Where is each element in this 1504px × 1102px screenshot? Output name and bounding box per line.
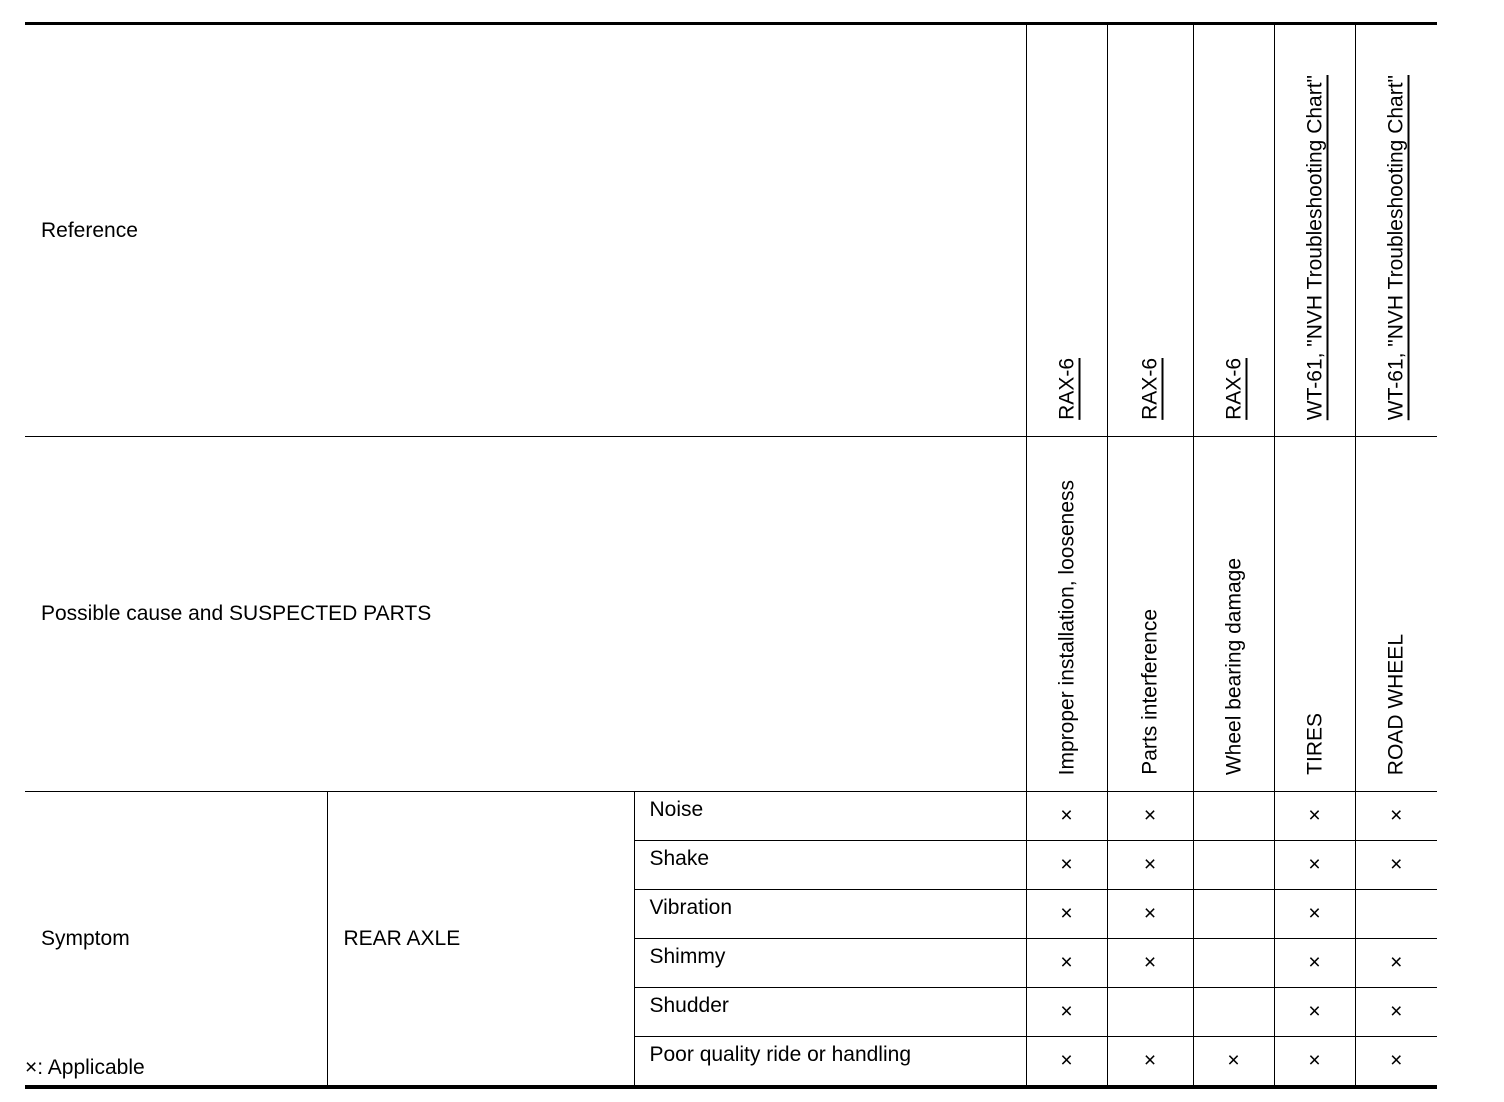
symptom-name: Shake — [634, 841, 1026, 890]
rear-axle-label: REAR AXLE — [327, 792, 634, 1088]
applicable-mark: × — [1355, 1037, 1437, 1088]
symptom-row — [25, 792, 1437, 841]
applicable-mark: × — [1026, 792, 1107, 841]
cause-cell-5 — [1355, 437, 1437, 792]
reference-link-wt61-tires[interactable]: WT-61, "NVH Troubleshooting Chart" — [1303, 74, 1326, 420]
applicable-mark: × — [1107, 890, 1193, 939]
applicable-mark: × — [1026, 890, 1107, 939]
applicable-mark: × — [1026, 841, 1107, 890]
reference-row — [25, 24, 1437, 437]
symptom-name: Noise — [634, 792, 1026, 841]
applicable-mark — [1193, 841, 1274, 890]
applicable-mark: × — [1274, 792, 1355, 841]
applicable-mark: × — [1355, 988, 1437, 1037]
applicable-mark: × — [1107, 841, 1193, 890]
symptom-name: Shudder — [634, 988, 1026, 1037]
applicable-mark: × — [1107, 939, 1193, 988]
cause-row — [25, 437, 1437, 792]
cause-cell-1 — [1026, 437, 1107, 792]
reference-link-wt61-road-wheel[interactable]: WT-61, "NVH Troubleshooting Chart" — [1384, 74, 1408, 420]
cause-wheel-bearing-damage: Wheel bearing damage — [1222, 557, 1245, 775]
applicable-mark — [1193, 890, 1274, 939]
cause-cell-3 — [1193, 437, 1274, 792]
applicable-footnote: ×: Applicable — [25, 1056, 145, 1079]
applicable-mark: × — [1026, 939, 1107, 988]
applicable-mark: × — [1355, 939, 1437, 988]
symptom-name: Poor quality ride or handling — [634, 1037, 1026, 1088]
cause-tires: TIRES — [1303, 713, 1326, 775]
symptom-name: Vibration — [634, 890, 1026, 939]
applicable-mark: × — [1026, 988, 1107, 1037]
applicable-mark: × — [1274, 841, 1355, 890]
applicable-mark: × — [1274, 890, 1355, 939]
cause-label: Possible cause and SUSPECTED PARTS — [25, 437, 1026, 792]
nvh-troubleshooting-table — [25, 22, 1437, 1089]
reference-label: Reference — [25, 24, 1026, 437]
symptom-label: Symptom — [25, 792, 327, 1088]
applicable-mark: × — [1107, 1037, 1193, 1088]
reference-cell-3 — [1193, 24, 1274, 437]
reference-link-rax6-3[interactable]: RAX-6 — [1222, 358, 1245, 420]
cause-parts-interference: Parts interference — [1138, 609, 1162, 775]
reference-cell-4 — [1274, 24, 1355, 437]
applicable-mark: × — [1274, 939, 1355, 988]
applicable-mark: × — [1355, 841, 1437, 890]
reference-link-rax6-1[interactable]: RAX-6 — [1055, 358, 1078, 420]
applicable-mark — [1193, 792, 1274, 841]
reference-link-rax6-2[interactable]: RAX-6 — [1138, 358, 1162, 420]
cause-improper-installation: Improper installation, looseness — [1055, 479, 1078, 775]
cause-road-wheel: ROAD WHEEL — [1384, 633, 1408, 775]
cause-cell-2 — [1107, 437, 1193, 792]
applicable-mark — [1193, 988, 1274, 1037]
applicable-mark — [1107, 988, 1193, 1037]
applicable-mark: × — [1274, 1037, 1355, 1088]
applicable-mark — [1193, 939, 1274, 988]
applicable-mark: × — [1107, 792, 1193, 841]
nvh-troubleshooting-table-container — [25, 22, 1437, 1089]
applicable-mark: × — [1355, 792, 1437, 841]
reference-cell-1 — [1026, 24, 1107, 437]
applicable-mark: × — [1193, 1037, 1274, 1088]
applicable-mark — [1355, 890, 1437, 939]
applicable-mark: × — [1026, 1037, 1107, 1088]
applicable-mark: × — [1274, 988, 1355, 1037]
symptom-name: Shimmy — [634, 939, 1026, 988]
cause-cell-4 — [1274, 437, 1355, 792]
reference-cell-2 — [1107, 24, 1193, 437]
reference-cell-5 — [1355, 24, 1437, 437]
